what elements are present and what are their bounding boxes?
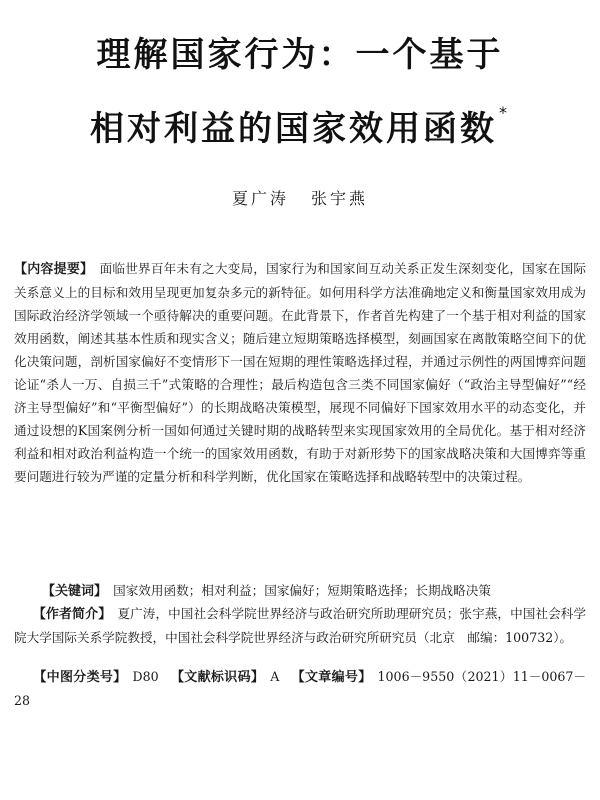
clc-label: 【中图分类号】 <box>39 670 127 685</box>
clc-value: D80 <box>132 669 159 684</box>
doc-code-value: A <box>270 669 280 684</box>
title-line-2 <box>20 84 580 158</box>
abstract-block <box>14 257 586 488</box>
author-intro-label: 【作者简介】 <box>39 607 105 622</box>
doc-code-item <box>171 669 280 684</box>
keywords-text: 国家效用函数；相对利益；国家偏好；短期策略选择；长期战略决策 <box>113 583 491 598</box>
abstract-text: 面临世界百年未有之大变局，国家行为和国家间互动关系正发生深刻变化，国家在国际关系意义上的目标和效用呈现更加复杂多元的新特征。如何用科学方法准确地定义和衡量国家效用成为国际政治经济学领域一个亟待解决的重要问题。在此背景下，作者首先构建了一个基于相对利益的国家效用函数，阐述其基本性质和现实含义；随后建立短期策略选择模型，刻画国家在离散策略空间下的优化决策问题，剖析国家偏好不变情形下一国在短期的理性策略选择过程，并通过示例性的两国博弈问题论证“杀人一万、自损三千”式策略的合理性；最后构造包含三类不同国家偏好（“政治主导型偏好”“经济主导型偏好”和“平衡型偏好”）的长期战略决策模型，展现不同偏好下国家效用水平的动态变化，并通过设想的K国案例分析一国如何通过关键时期的战略转型来实现国家效用的全局优化。基于相对经济利益和相对政治利益构造一个统一的国家效用函数，有助于对新形势下的国家战略决策和大国博弈等重要问题进行较为严谨的定量分析和科学判断，优化国家在策略选择和战略转型中的决策过程。 <box>14 261 587 484</box>
paper-title <box>20 26 580 158</box>
title-footnote-mark[interactable]: * <box>499 103 510 122</box>
classification-block <box>14 665 586 712</box>
author-intro-block <box>14 602 586 649</box>
author-2: 张宇燕 <box>311 189 369 208</box>
title-line-2-text: 相对利益的国家效用函数 <box>90 109 497 149</box>
clc-item <box>40 669 159 684</box>
author-intro-text: 夏广涛，中国社会科学院世界经济与政治研究所助理研究员；张宇燕，中国社会科学院大学国际关系学院教授，中国社会科学院世界经济与政治研究所研究员（北京 邮编：100732）。 <box>14 606 587 645</box>
author-line <box>0 186 600 209</box>
article-number-label: 【文章编号】 <box>291 670 372 685</box>
keywords-block <box>14 579 586 603</box>
doc-code-label: 【文献标识码】 <box>170 670 265 685</box>
author-1: 夏广涛 <box>231 189 289 208</box>
article-number-value: 1006－9550（2021）11－0067－28 <box>14 669 586 708</box>
keywords-label: 【关键词】 <box>42 584 101 599</box>
title-line-1: 理解国家行为：一个基于 <box>96 35 504 75</box>
abstract-label: 【内容提要】 <box>14 262 87 277</box>
